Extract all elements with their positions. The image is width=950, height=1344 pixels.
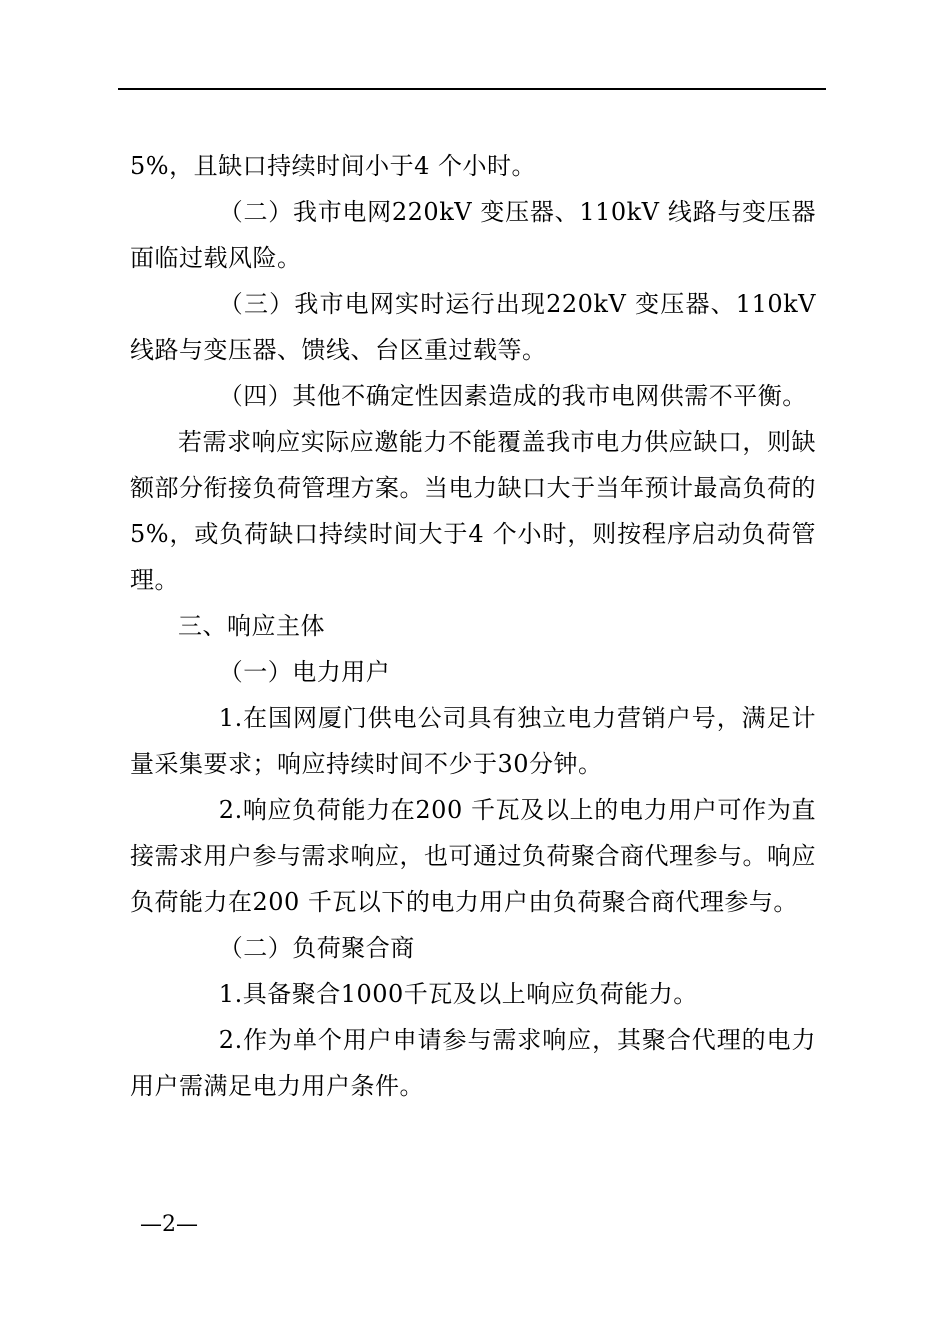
section-heading-response-subject: 三、响应主体 <box>178 612 325 640</box>
paragraph-item-3: （三）我市电网实时运行出现220kV 变压器、110kV 线路与变压器、馈线、台区重过载等。 <box>130 290 816 364</box>
paragraph-aggregator-condition-2: 2.作为单个用户申请参与需求响应，其聚合代理的电力用户需满足电力用户条件。 <box>130 1026 816 1100</box>
paragraph-load-management: 若需求响应实际应邀能力不能覆盖我市电力供应缺口，则缺额部分衔接负荷管理方案。当电力缺口大于当年预计最高负荷的5%，或负荷缺口持续时间大于4 个小时，则按程序启动负荷管理。 <box>130 428 816 594</box>
header-rule <box>118 88 826 90</box>
paragraph-continuation: 5%，且缺口持续时间小于4 个小时。 <box>130 152 536 180</box>
paragraph-user-condition-1: 1.在国网厦门供电公司具有独立电力营销户号，满足计量采集要求；响应持续时间不少于30分钟。 <box>130 704 816 778</box>
subheading-power-users: （一）电力用户 <box>218 658 391 686</box>
document-body <box>130 143 816 1109</box>
subheading-load-aggregator: （二）负荷聚合商 <box>218 934 415 962</box>
paragraph-item-4: （四）其他不确定性因素造成的我市电网供需不平衡。 <box>218 382 807 410</box>
paragraph-item-2: （二）我市电网220kV 变压器、110kV 线路与变压器面临过载风险。 <box>130 198 816 272</box>
paragraph-aggregator-condition-1: 1.具备聚合1000千瓦及以上响应负荷能力。 <box>218 980 698 1008</box>
paragraph-user-condition-2: 2.响应负荷能力在200 千瓦及以上的电力用户可作为直接需求用户参与需求响应，也可通过负荷聚合商代理参与。响应负荷能力在200 千瓦以下的电力用户由负荷聚合商代理参与。 <box>130 796 816 916</box>
page-number: —2— <box>140 1212 198 1237</box>
